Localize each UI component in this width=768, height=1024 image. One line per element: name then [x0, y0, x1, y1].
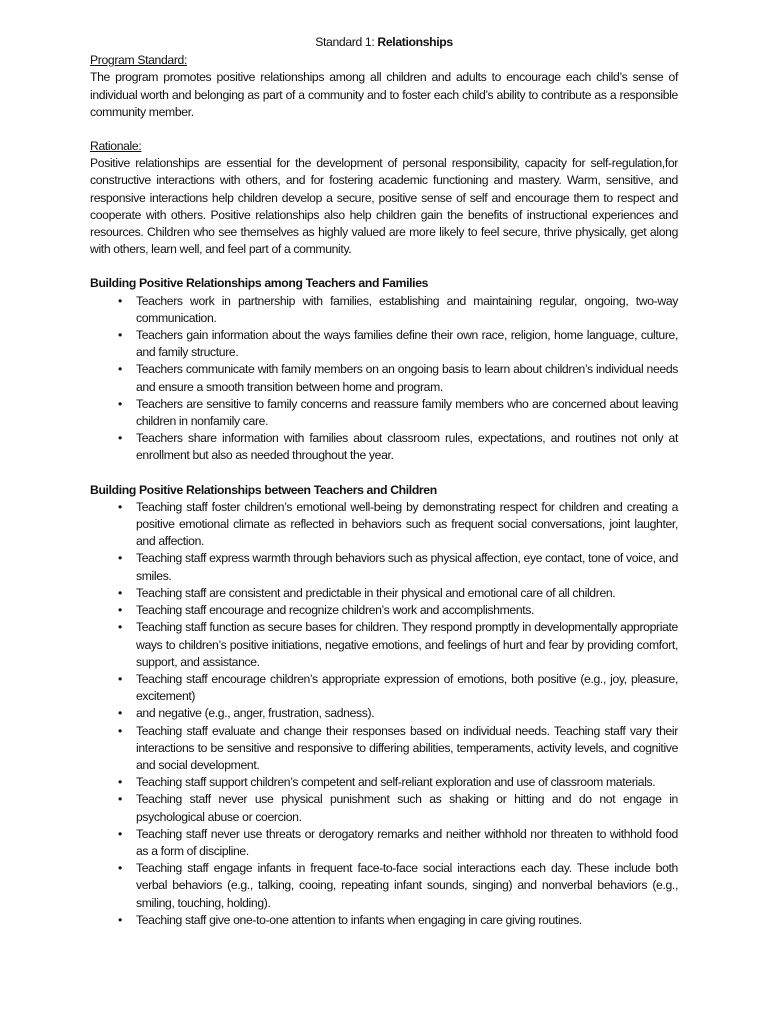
list-item: [90, 327, 678, 361]
spacer: [90, 465, 678, 482]
spacer: [90, 121, 678, 138]
list-item: [90, 361, 678, 395]
rationale-text: Positive relationships are essential for the development of personal responsibility, capacity for self-regulation,for constructive interactions with others, and for fostering academic functioning and mastery. Warm, sensitive, and responsive interactions help children develop a secure, positive sense of self and encourage them to respect and cooperate with others. Positive relationships also help children gain the benefits of instructional experiences and resources. Children who see themselves as highly valued are more likely to feel secure, thrive physically, get along with others, learn well, and feel part of a community.: [90, 156, 678, 257]
list-item: [90, 430, 678, 464]
list-item: [90, 293, 678, 327]
list-item: [90, 774, 678, 791]
list-item-text: Teaching staff evaluate and change their responses based on individual needs. Teaching staff vary their interactions to be sensitive and responsive to differing abilities, temperaments, activity levels, and cognitive and social development.: [136, 723, 678, 772]
section-heading-families: Building Positive Relationships among Teachers and Families: [90, 276, 429, 291]
bullet-icon: •: [118, 912, 122, 927]
list-item-text: Teaching staff engage infants in frequent face-to-face social interactions each day. These include both verbal behaviors (e.g., talking, cooing, repeating infant sounds, singing) and nonverbal behaviors (e.g., smiling, touching, holding).: [136, 861, 678, 910]
bullet-icon: •: [118, 362, 122, 377]
bullet-icon: •: [118, 293, 122, 308]
list-item: [90, 585, 678, 602]
list-item-text: Teaching staff give one-to-one attention to infants when engaging in care giving routines.: [136, 912, 582, 927]
section-heading-children: Building Positive Relationships between Teachers and Children: [90, 482, 437, 497]
list-item-text: Teaching staff never use threats or derogatory remarks and neither withhold nor threaten to withhold food as a form of discipline.: [136, 826, 678, 858]
list-item: [90, 619, 678, 671]
list-item: [90, 826, 678, 860]
rationale-label: Rationale:: [90, 139, 142, 154]
bullet-icon: •: [118, 671, 122, 686]
list-item: [90, 791, 678, 825]
list-item-text: Teaching staff never use physical punishment such as shaking or hitting and do not engage in psychological abuse or coercion.: [136, 792, 678, 824]
list-item-text: and negative (e.g., anger, frustration, sadness).: [136, 706, 375, 721]
list-item: [90, 499, 678, 551]
spacer: [90, 258, 678, 275]
list-item-text: Teaching staff encourage and recognize children’s work and accomplishments.: [136, 603, 535, 618]
list-item: [90, 860, 678, 912]
children-bullet-list: [90, 499, 678, 929]
bullet-icon: •: [118, 792, 122, 807]
list-item: [90, 396, 678, 430]
document-page: [90, 34, 678, 929]
program-standard-text: The program promotes positive relationships among all children and adults to encourage each child’s sense of individual worth and belonging as part of a community and to foster each child’s ability to contribute as a responsible community member.: [90, 70, 678, 119]
list-item-text: Teaching staff encourage children’s appropriate expression of emotions, both positive (e.g., joy, pleasure, excitement): [136, 671, 678, 704]
list-item-text: Teaching staff express warmth through behaviors such as physical affection, eye contact, tone of voice, and smiles.: [136, 551, 679, 583]
bullet-icon: •: [118, 585, 122, 600]
list-item: [90, 723, 678, 775]
bullet-icon: •: [118, 431, 122, 446]
list-item-text: Teachers communicate with family members on an ongoing basis to learn about children’s individual needs and ensure a smooth transition between home and program.: [136, 362, 678, 394]
page-title: [90, 34, 678, 51]
list-item: [90, 705, 678, 722]
list-item-text: Teachers work in partnership with families, establishing and maintaining regular, ongoing, two-way communication.: [136, 293, 678, 325]
bullet-icon: •: [118, 620, 122, 635]
list-item-text: Teachers share information with families about classroom rules, expectations, and routines not only at enrollment but also as needed throughout the year.: [136, 431, 678, 463]
list-item-text: Teaching staff are consistent and predictable in their physical and emotional care of all children.: [136, 585, 616, 600]
program-standard-label: Program Standard:: [90, 53, 188, 68]
list-item-text: Teaching staff foster children’s emotional well-being by demonstrating respect for children and creating a positive emotional climate as reflected in behaviors such as frequent social conversations, joint laughter, and affection.: [136, 499, 678, 549]
bullet-icon: •: [118, 861, 122, 876]
list-item-text: Teachers are sensitive to family concerns and reassure family members who are concerned about leaving children in nonfamily care.: [136, 396, 678, 429]
list-item-text: Teaching staff function as secure bases for children. They respond promptly in developmentally appropriate ways to children’s positive initiations, negative emotions, and feelings of hurt and fear by providing comfort, support, and assistance.: [136, 620, 678, 669]
bullet-icon: •: [118, 328, 122, 343]
bullet-icon: •: [118, 499, 122, 514]
bullet-icon: •: [118, 775, 122, 790]
title-prefix: Standard 1:: [315, 35, 378, 49]
bullet-icon: •: [118, 603, 122, 618]
bullet-icon: •: [118, 826, 122, 841]
bullet-icon: •: [118, 723, 122, 738]
list-item: [90, 550, 678, 584]
list-item: [90, 671, 678, 705]
list-item: [90, 912, 678, 929]
list-item-text: Teachers gain information about the ways families define their own race, religion, home language, culture, and family structure.: [136, 328, 678, 360]
bullet-icon: •: [118, 396, 122, 411]
title-bold: Relationships: [377, 35, 453, 49]
list-item: [90, 602, 678, 619]
bullet-icon: •: [118, 706, 122, 721]
bullet-icon: •: [118, 551, 122, 566]
list-item-text: Teaching staff support children’s competent and self-reliant exploration and use of classroom materials.: [136, 775, 656, 790]
families-bullet-list: [90, 293, 678, 465]
